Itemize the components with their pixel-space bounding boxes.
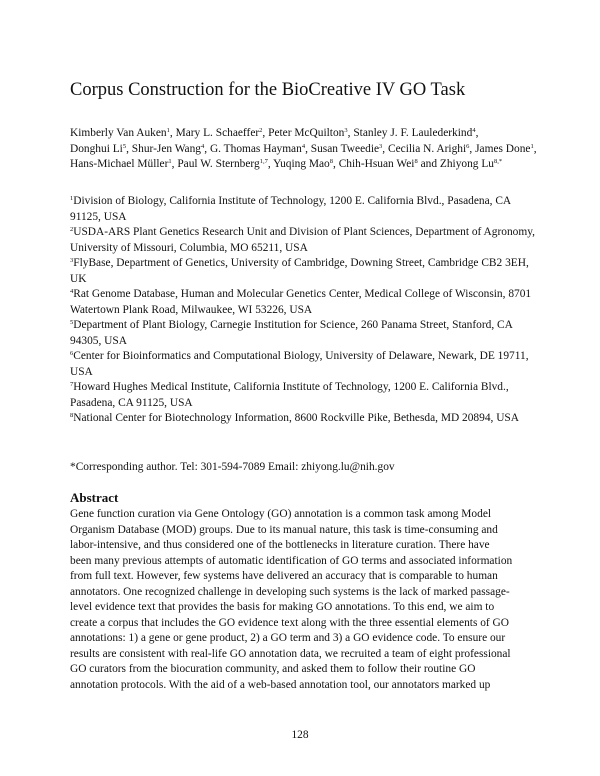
abstract-line: from full text. However, few systems have delivered an accuracy that is comparable to human — [70, 570, 498, 582]
affiliation-number: 5 — [70, 319, 74, 326]
author-affiliation-sup: 2 — [259, 127, 263, 134]
affiliation-number: 2 — [70, 226, 74, 233]
author-affiliation-sup: 8 — [414, 158, 418, 165]
author — [70, 158, 172, 170]
affiliation-number: 1 — [70, 195, 74, 202]
author — [132, 143, 204, 155]
author-affiliation-sup: 1 — [530, 142, 534, 150]
author-separator: , — [333, 158, 339, 170]
abstract-heading: Abstract — [70, 490, 119, 505]
author-separator: , — [169, 127, 176, 139]
author-name: Paul W. Sternberg — [177, 158, 260, 170]
author-affiliation-sup: 4 — [472, 127, 476, 134]
abstract-line: labor-intensive, and thus considered one of the bottlenecks in literature curation. There have — [70, 539, 490, 551]
author-name: Peter McQuilton — [268, 127, 345, 139]
author-separator: , — [204, 142, 210, 155]
paper-title: Corpus Construction for the BioCreative IV GO Task — [70, 80, 466, 100]
affiliation-text: Howard Hughes Medical Institute, California Institute of Technology, 1200 E. California Blvd., Pasadena, CA 91125, USA — [70, 381, 509, 409]
author-affiliation-sup: 1 — [168, 158, 172, 165]
author-separator: , — [382, 142, 388, 155]
author-name: Yuqing Mao — [273, 158, 330, 170]
affiliation-text: Division of Biology, California Institute of Technology, 1200 E. California Blvd., Pasadena, CA 91125, USA — [70, 195, 511, 223]
author-name: Hans-Michael Müller — [70, 158, 169, 170]
affiliation-text: Center for Bioinformatics and Computational Biology, University of Delaware, Newark, DE 19711, USA — [70, 350, 529, 378]
affiliation — [70, 349, 540, 380]
abstract-line: annotations: 1) a gene or gene product, 2) a GO term and 3) a GO evidence code. To ensure our — [70, 632, 506, 644]
abstract-line: results are consistent with real-life GO annotation data, we recruited a team of eight professional — [70, 647, 511, 660]
author — [353, 127, 475, 139]
abstract-line: annotators. One recognized challenge in developing such systems is the lack of marked passage- — [70, 585, 510, 598]
author-name: James Done — [475, 142, 531, 155]
author-separator: , — [533, 142, 537, 155]
affiliation-text: National Center for Biotechnology Information, 8600 Rockville Pike, Bethesda, MD 20894, USA — [73, 412, 519, 424]
author — [70, 127, 170, 139]
affiliation-text: USDA-ARS Plant Genetics Research Unit and Division of Plant Sciences, Department of Agronomy, University of Missouri, Columbia, MO 65211, USA — [70, 226, 536, 254]
author-name: G. Thomas Hayman — [209, 142, 302, 155]
author-affiliation-sup: 4 — [201, 142, 205, 150]
author-name: Shur-Jen Wang — [131, 142, 201, 155]
affiliation-text: Rat Genome Database, Human and Molecular Genetics Center, Medical College of Wisconsin, 8701 Watertown Plank Road, Milwaukee, WI 53226, USA — [70, 288, 532, 316]
abstract-line: annotation protocols. With the aid of a web-based annotation tool, our annotators marked up — [70, 678, 491, 691]
author-affiliation-sup: 1 — [166, 127, 170, 134]
affiliation — [70, 194, 540, 225]
author-name: Mary L. Schaeffer — [175, 127, 260, 139]
affiliation — [70, 318, 540, 349]
affiliation-number: 4 — [70, 288, 74, 295]
affiliation-number: 3 — [70, 257, 74, 264]
author-name: Stanley J. F. Laulederkind — [353, 127, 473, 139]
author-affiliation-sup: 3 — [344, 127, 348, 134]
affiliation — [70, 380, 540, 411]
author-list — [70, 126, 540, 173]
affiliation-list — [70, 194, 540, 427]
abstract-body — [70, 507, 540, 693]
author-name: Zhiyong Lu — [439, 158, 494, 170]
author-separator: , — [171, 158, 178, 170]
abstract-line: Organism Database (MOD) groups. Due to its manual nature, this task is time-consuming and — [70, 523, 498, 536]
author-separator: , — [305, 142, 311, 155]
author-separator: , — [262, 127, 269, 139]
affiliation — [70, 411, 540, 427]
abstract-line: Gene function curation via Gene Ontology (GO) annotation is a common task among Model — [70, 508, 492, 520]
affiliation-text: Department of Plant Biology, Carnegie Institution for Science, 260 Panama Street, Stanford, CA 94305, USA — [70, 319, 513, 347]
author — [440, 158, 502, 170]
author-separator: , — [347, 127, 354, 139]
abstract-line: GO curators from the biocuration community, and asked them to follow their routine GO — [70, 663, 476, 675]
affiliation-number: 7 — [70, 381, 74, 388]
author-separator: , — [267, 158, 274, 170]
corresponding-author: *Corresponding author. Tel: 301-594-7089 Email: zhiyong.lu@nih.gov — [70, 461, 395, 473]
author-name: Cecilia N. Arighi — [388, 142, 467, 155]
author-separator: , — [126, 142, 132, 155]
author-separator: , — [469, 142, 476, 155]
author-name: Donghui Li — [70, 142, 123, 155]
author — [177, 158, 268, 170]
abstract-line: been many previous attempts of automatic identification of GO terms and associated information — [70, 554, 513, 567]
author-affiliation-sup: 8,* — [493, 158, 503, 165]
author — [339, 158, 418, 170]
author — [273, 158, 333, 170]
affiliation-text: FlyBase, Department of Genetics, University of Cambridge, Downing Street, Cambridge CB2 3EH, UK — [70, 257, 529, 285]
affiliation — [70, 287, 540, 318]
author-affiliation-sup: 1,7 — [259, 158, 268, 165]
affiliation-number: 6 — [70, 350, 74, 357]
author-affiliation-sup: 3 — [379, 142, 383, 150]
author-separator: , — [475, 127, 479, 139]
author-name: Kimberly Van Auken — [70, 127, 167, 139]
author — [70, 143, 126, 155]
affiliation — [70, 256, 540, 287]
abstract-line: create a corpus that includes the GO evidence text along with the three essential elements of GO — [70, 616, 510, 629]
author-affiliation-sup: 6 — [466, 142, 470, 150]
author-affiliation-sup: 5 — [122, 142, 127, 150]
author-affiliation-sup: 4 — [301, 142, 306, 150]
affiliation — [70, 225, 540, 256]
author — [475, 143, 534, 155]
author-name: Chih-Hsuan Wei — [338, 158, 415, 170]
author-name: Susan Tweedie — [310, 142, 380, 155]
affiliation-number: 8 — [70, 412, 74, 419]
author — [210, 143, 305, 155]
author — [268, 127, 348, 139]
author — [388, 143, 469, 155]
page-number: 128 — [291, 729, 309, 741]
author — [311, 143, 383, 155]
author-affiliation-sup: 8 — [329, 158, 333, 165]
author — [176, 127, 263, 139]
author-separator: and — [417, 158, 440, 170]
abstract-line: level evidence text that provides the basis for making GO annotations. To this end, we aim to — [70, 601, 495, 613]
